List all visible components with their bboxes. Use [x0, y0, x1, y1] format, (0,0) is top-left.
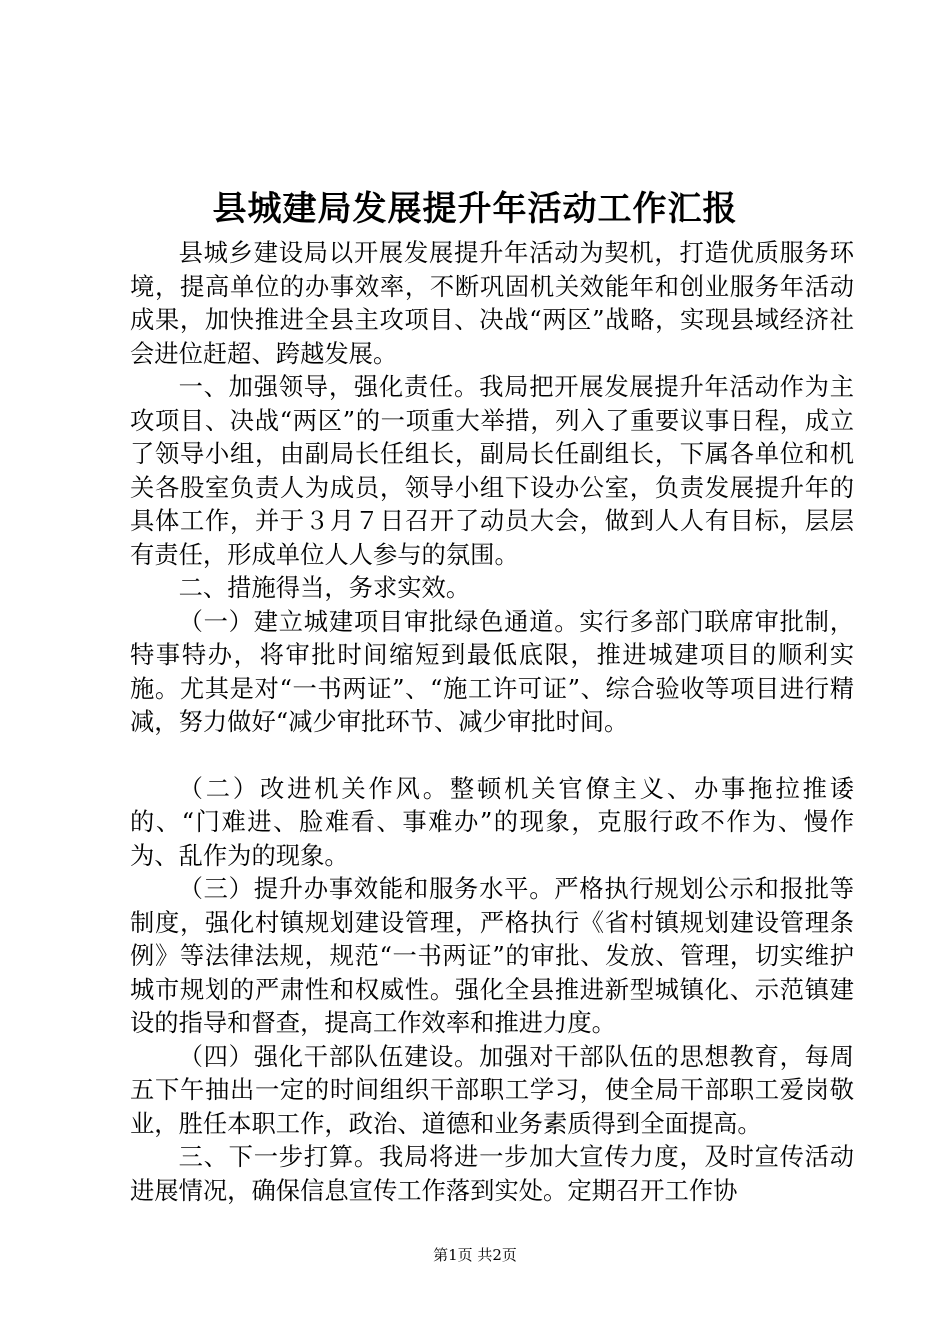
page-number-footer: 第1页 共2页	[433, 1246, 517, 1264]
paragraph-item-3: （三）提升办事效能和服务水平。严格执行规划公示和报批等制度，强化村镇规划建设管理，严格执行《省村镇规划建设管理条例》等法律法规，规范“一书两证”的审批、发放、管理，切实维护城市规划的严肃性和权威性。强化全县推进新型城镇化、示范镇建设的指导和督查，提高工作效率和推进力度。	[130, 874, 854, 1037]
paragraph-section-3: 三、下一步打算。我局将进一步加大宣传力度，及时宣传活动进展情况，确保信息宣传工作落到实处。定期召开工作协	[130, 1142, 854, 1205]
document-title: 县城建局发展提升年活动工作汇报	[212, 189, 738, 229]
paragraph-section-1: 一、加强领导，强化责任。我局把开展发展提升年活动作为主攻项目、决战“两区”的一项重大举措，列入了重要议事日程，成立了领导小组，由副局长任组长，副局长任副组长，下属各单位和机关各股室负责人为成员，领导小组下设办公室，负责发展提升年的具体工作，并于３月７日召开了动员大会，做到人人有目标，层层有责任，形成单位人人参与的氛围。	[130, 372, 854, 569]
paragraph-item-4: （四）强化干部队伍建设。加强对干部队伍的思想教育，每周五下午抽出一定的时间组织干部职工学习，使全局干部职工爱岗敬业，胜任本职工作，政治、道德和业务素质得到全面提高。	[130, 1041, 854, 1138]
paragraph-intro: 县城乡建设局以开展发展提升年活动为契机，打造优质服务环境，提高单位的办事效率，不断巩固机关效能年和创业服务年活动成果，加快推进全县主攻项目、决战“两区”战略，实现县域经济社会进位赶超、跨越发展。	[130, 238, 854, 368]
document-body	[130, 236, 854, 1207]
paragraph-item-1: （一）建立城建项目审批绿色通道。实行多部门联席审批制，特事特办，将审批时间缩短到最低底限，推进城建项目的顺利实施。尤其是对“一书两证”、“施工许可证”、综合验收等项目进行精减，努力做好“减少审批环节、减少审批时间。	[130, 606, 854, 736]
paragraph-section-2: 二、措施得当，务求实效。	[178, 573, 471, 602]
paragraph-item-2: （二）改进机关作风。整顿机关官僚主义、办事拖拉推诿的、“门难进、脸难看、事难办”的现象，克服行政不作为、慢作为、乱作为的现象。	[130, 773, 854, 870]
